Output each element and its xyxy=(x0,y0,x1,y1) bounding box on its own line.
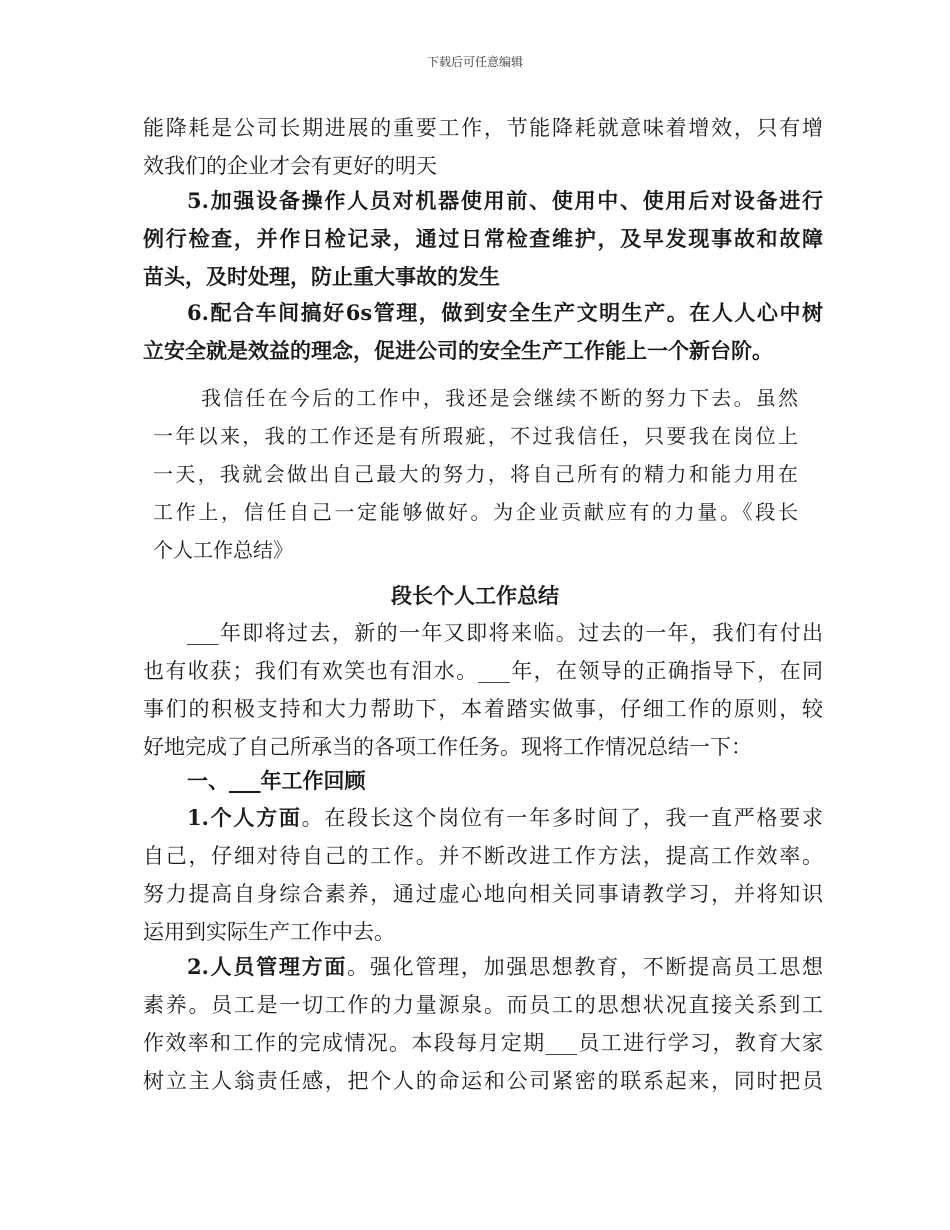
text-line: 立安全就是效益的理念，促进公司的安全生产工作能上一个新台阶。 xyxy=(143,338,773,363)
text-line: 事们的积极支持和大力帮助下，本着踏实做事，仔细工作的原则，较 xyxy=(143,697,823,721)
point-personal xyxy=(143,799,823,951)
text-line xyxy=(143,948,823,986)
text-line: 运用到实际生产工作中去。 xyxy=(143,920,395,944)
text-line: 也有收获；我们有欢笑也有泪水。___年，在领导的正确指导下，在同 xyxy=(143,659,823,683)
text-line: 5.加强设备操作人员对机器使用前、使用中、使用后对设备进行 xyxy=(187,188,823,213)
text-line: 我信任在今后的工作中，我还是会继续不断的努力下去。虽然 xyxy=(201,386,798,410)
text-line: 一年以来，我的工作还是有所瑕疵，不过我信任，只要我在岗位上 xyxy=(153,424,798,448)
text-line xyxy=(143,799,823,837)
intro-paragraph xyxy=(143,614,823,766)
section-heading xyxy=(143,762,823,800)
text-line: 能降耗是公司长期进展的重要工作，节能降耗就意味着增效，只有增 xyxy=(143,116,823,140)
text-line: 工作上，信任自己一定能够做好。为企业贡献应有的力量。《段长 xyxy=(153,500,798,524)
text-line: 个人工作总结》 xyxy=(153,538,293,562)
text-line: 一天，我就会做出自己最大的努力，将自己所有的精力和能力用在 xyxy=(153,462,798,486)
page-header: 下载后可任意编辑 xyxy=(426,55,523,69)
document-title: 段长个人工作总结 xyxy=(391,583,559,608)
text-line: 例行检查，并作日检记录，通过日常检查维护，及早发现事故和故障 xyxy=(143,226,823,251)
text-line: 自己，仔细对待自己的工作。并不断改进工作方法，提高工作效率。 xyxy=(143,844,823,868)
list-item-6 xyxy=(143,294,823,370)
text-line: 苗头，及时处理，防止重大事故的发生 xyxy=(143,264,500,289)
point-lead: 1.个人方面 xyxy=(187,805,302,830)
text-line: ___年即将过去，新的一年又即将来临。过去的一年，我们有付出 xyxy=(187,621,823,645)
point-lead: 2.人员管理方面 xyxy=(187,954,348,979)
list-item-5 xyxy=(143,182,823,296)
text-line: 效我们的企业才会有更好的明天 xyxy=(143,154,437,178)
text-line: 一、___年工作回顾 xyxy=(187,768,366,793)
text-line: 好地完成了自己所承当的各项工作任务。现将工作情况总结一下： xyxy=(143,735,752,759)
text-line: 6.配合车间搞好6s管理，做到安全生产文明生产。在人人心中树 xyxy=(187,300,823,325)
point-text: 。在段长这个岗位有一年多时间了，我一直严格要求 xyxy=(301,806,823,830)
text-line: 努力提高自身综合素养，通过虚心地向相关同事请教学习，并将知识 xyxy=(143,882,823,906)
text-line: 树立主人翁责任感，把个人的命运和公司紧密的联系起来，同时把员 xyxy=(143,1069,823,1093)
closing-paragraph xyxy=(153,379,798,569)
paragraph-energy-saving xyxy=(143,109,823,185)
text-line: 作效率和工作的完成情况。本段每月定期___员工进行学习，教育大家 xyxy=(143,1031,823,1055)
point-text: 。强化管理，加强思想教育，不断提高员工思想 xyxy=(347,955,823,979)
text-line: 素养。员工是一切工作的力量源泉。而员工的思想状况直接关系到工 xyxy=(143,993,823,1017)
point-staff-management xyxy=(143,948,823,1100)
